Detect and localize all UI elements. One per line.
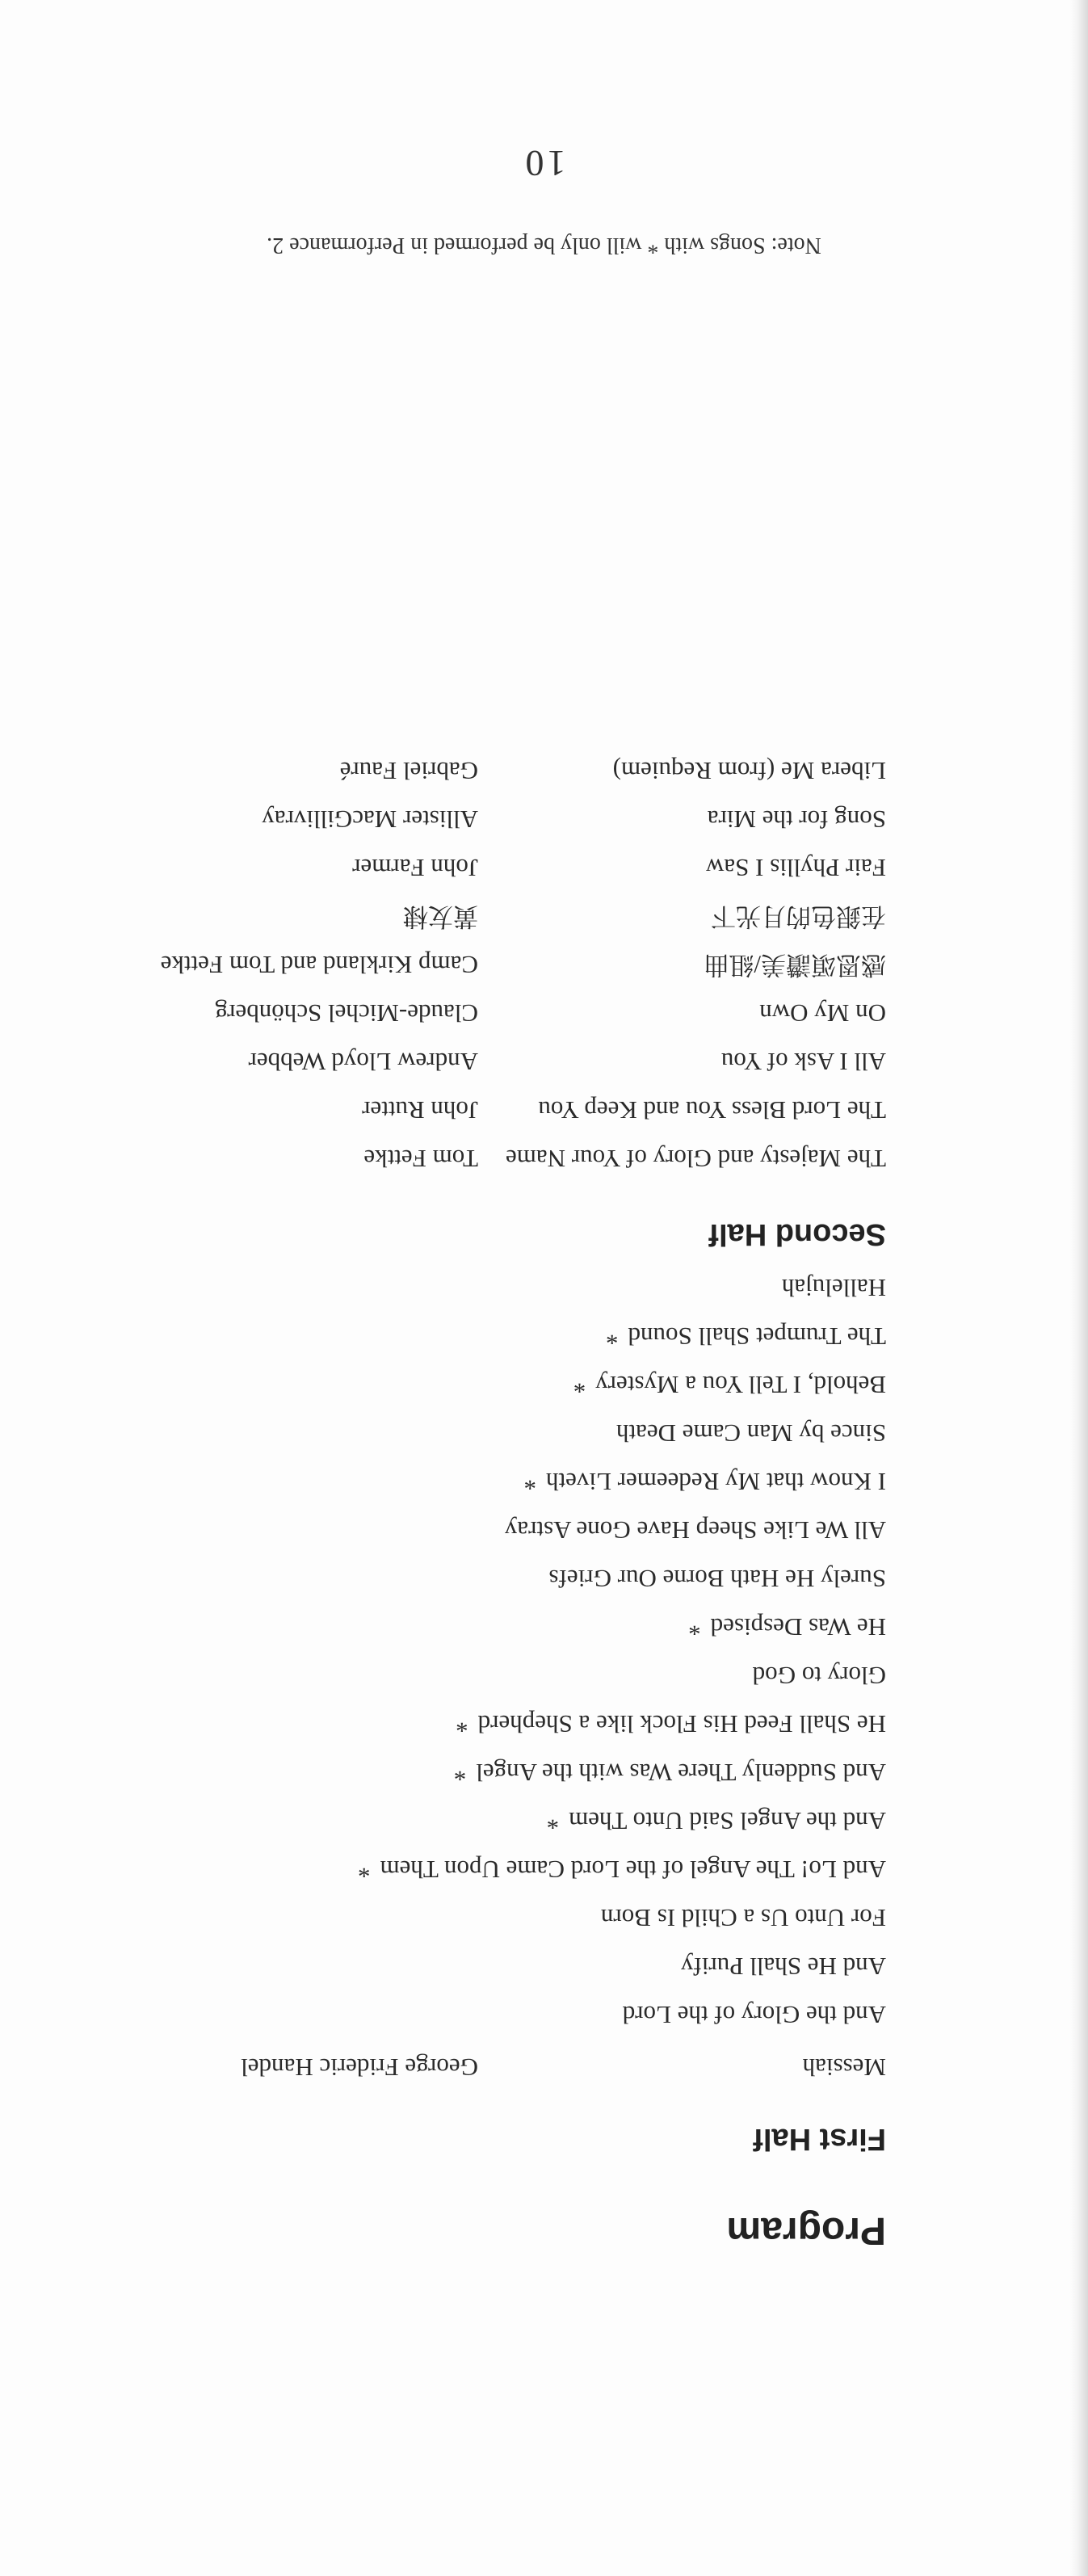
performance-2-marker: * [573, 1371, 586, 1399]
song-title: Fair Phyllis I Saw [705, 854, 886, 882]
song-composer: Allister MacGillivray [262, 805, 478, 834]
song-title: And the Glory of the Lord [622, 2001, 886, 2029]
performance-note: Note: Songs with * will only be performed in Performance 2. [267, 233, 821, 258]
performance-2-marker: * [688, 1613, 701, 1641]
song-composer: Claude-Michel Schönberg [215, 999, 478, 1027]
performance-2-marker: * [605, 1322, 619, 1351]
song-title: Libera Me (from Requiem) [612, 757, 886, 785]
song-title: And the Angel Said Unto Them [569, 1807, 886, 1835]
song-title: And Lo! The Angel of the Lord Came Upon Them [380, 1855, 886, 1884]
performance-2-marker: * [358, 1855, 371, 1884]
second-half-title: Second Half [708, 1217, 886, 1251]
song-title: Hallelujah [781, 1274, 886, 1302]
first-half-title: First Half [753, 2122, 886, 2156]
song-composer: John Rutter [362, 1096, 478, 1124]
song-composer: 黃友棣 [403, 902, 478, 931]
main-work-composer: George Frideric Handel [241, 2053, 478, 2082]
song-title: He Shall Feed His Flock like a Shepherd [477, 1710, 886, 1738]
song-title: The Trumpet Shall Sound [628, 1322, 886, 1351]
program-title: Program [726, 2209, 886, 2252]
scan-edge-shadow [1070, 0, 1088, 2576]
song-composer: Gabriel Fauré [339, 757, 478, 785]
song-title: 在銀色的月光下 [711, 902, 886, 931]
song-title: 感恩頌讚美/組曲 [704, 951, 886, 979]
performance-2-marker: * [523, 1468, 537, 1496]
song-title: On My Own [759, 999, 886, 1027]
song-title: I Know that My Redeemer Liveth [546, 1468, 886, 1496]
song-title: Glory to God [752, 1662, 886, 1690]
song-title: The Lord Bless You and Keep You [538, 1096, 886, 1124]
song-title: And Suddenly There Was with the Angel [476, 1759, 886, 1787]
main-work-row [78, 2043, 886, 2091]
performance-2-marker: * [546, 1807, 560, 1835]
song-title: The Majesty and Glory of Your Name [506, 1145, 886, 1173]
song-title: Surely He Hath Borne Our Griefs [548, 1565, 886, 1593]
song-composer: Tom Fettke [363, 1145, 478, 1173]
song-title: All I Ask of You [720, 1048, 886, 1076]
song-title: Behold, I Tell You a Mystery [595, 1371, 886, 1399]
song-composer: Andrew Lloyd Webber [248, 1048, 478, 1076]
performance-2-marker: * [456, 1710, 468, 1738]
song-title: He Was Despised [710, 1613, 886, 1641]
song-title: All We Like Sheep Have Gone Astray [504, 1516, 886, 1544]
song-title: For Unto Us a Child Is Born [600, 1904, 886, 1932]
page-number: 10 [522, 143, 566, 184]
song-title: And He Shall Purify [680, 1952, 886, 1981]
main-work-title: Messiah [802, 2053, 886, 2082]
song-composer: Camp Kirkland and Tom Fettke [160, 951, 478, 979]
song-title: Song for the Mira [707, 805, 886, 834]
song-title: Since by Man Came Death [615, 1419, 886, 1448]
performance-2-marker: * [453, 1759, 467, 1787]
song-composer: John Farmer [352, 854, 478, 882]
